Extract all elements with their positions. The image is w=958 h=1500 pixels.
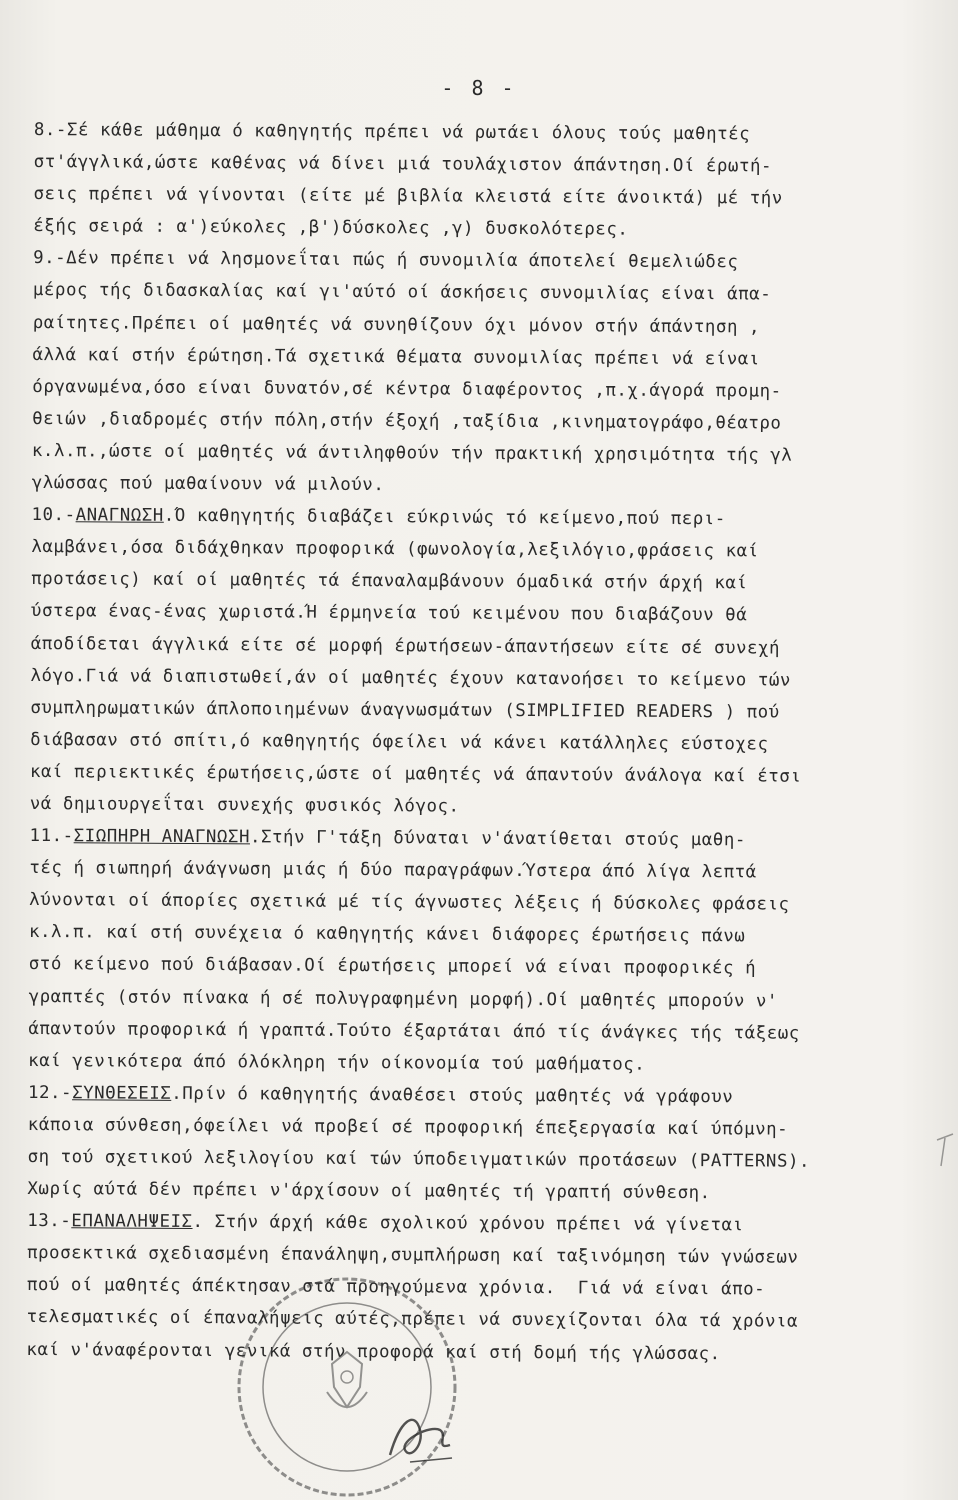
line-text-continuation: .Στήν Γ'τάξη δύναται ν'άνατίθεται στούς μαθη- bbox=[249, 827, 746, 851]
text-line bbox=[27, 1301, 939, 1339]
text-line bbox=[29, 948, 941, 986]
line-text: κ.λ.π.,ώστε οί μαθητές νά άντιληφθούν τήν πρακτική χρησιμότητα τής γλ bbox=[31, 440, 793, 466]
line-text: πού οί μαθητές άπέκτησαν στά προηγούμενα χρόνια. Γιά νά είναι άπο- bbox=[26, 1275, 766, 1300]
line-text: στ'άγγλικά,ώστε καθένας νά δίνει μιά τουλάχιστον άπάντηση.Οί έρωτή- bbox=[33, 152, 773, 177]
text-line bbox=[33, 274, 945, 312]
line-text: γλώσσας πού μαθαίνουν νά μιλούν. bbox=[31, 473, 385, 496]
line-text: μέρος τής διδασκαλίας καί γι'αύτό οί άσκήσεις συνομιλίας είναι άπα- bbox=[32, 280, 772, 305]
line-text: 12.- bbox=[27, 1082, 73, 1104]
section-heading: ΣΥΝΘΕΣΕΙΣ bbox=[72, 1083, 172, 1104]
line-text: 11.- bbox=[29, 826, 74, 847]
line-text: στό κείμενο πού διάβασαν.Οί έρωτήσεις μπορεί νά είναι προφορικές ή bbox=[28, 954, 757, 979]
section-heading: ΑΝΑΓΝΩΣΗ bbox=[75, 505, 164, 526]
line-text: λόγο.Γιά νά διαπιστωθεί,άν οί μαθητές έχουν κατανοήσει το κείμενο τών bbox=[30, 665, 792, 691]
handwritten-signature bbox=[380, 1400, 460, 1470]
line-text: άπαντούν προφορικά ή γραπτά.Τούτο έξαρτάται άπό τίς άνάγκες τής τάξεως bbox=[28, 1018, 800, 1044]
line-text: 9.-Δέν πρέπει νά λησμονεΐται πώς ή συνομιλία άποτελεί θεμελιώδες bbox=[33, 248, 739, 273]
text-line bbox=[26, 1334, 938, 1372]
line-text: 10.- bbox=[31, 505, 76, 526]
line-text: ση τού σχετικού λεξιλογίου καί τών ύποδειγματικών προτάσεων (PATTERNS). bbox=[27, 1146, 811, 1172]
text-line bbox=[30, 660, 942, 698]
text-line bbox=[29, 981, 941, 1019]
line-text-continuation: .Ό καθηγητής διαβάζει εύκρινώς τό κείμενο,πού περι- bbox=[163, 505, 726, 530]
line-text: λύνονται οί άπορίες σχετικά μέ τίς άγνωστες λέξεις ή δύσκολες φράσεις bbox=[29, 890, 790, 915]
line-text: έξής σειρά : α')εύκολες ,β')δύσκολες ,γ) δυσκολότερες. bbox=[33, 216, 629, 240]
line-text: 13.- bbox=[27, 1211, 72, 1232]
text-line bbox=[32, 371, 944, 409]
text-line bbox=[33, 307, 945, 345]
text-line bbox=[32, 339, 944, 377]
line-text: άποδίδεται άγγλικά είτε σέ μορφή έρωτήσεων-άπαντήσεων είτε σέ συνεχή bbox=[30, 633, 781, 659]
text-line bbox=[30, 692, 942, 730]
line-text: καί γενικότερα άπό όλόκληρη τήν οίκονομία τού μαθήματος. bbox=[28, 1050, 646, 1075]
text-line bbox=[28, 1045, 940, 1083]
text-line bbox=[28, 1077, 940, 1115]
line-text: συμπληρωματικών άπλοποιημένων άναγνωσμάτων (SIMPLIFIED READERS ) πού bbox=[30, 697, 780, 723]
text-line bbox=[28, 1013, 940, 1051]
line-text: γραπτές (στόν πίνακα ή σέ πολυγραφημένη μορφή).Οί μαθητές μπορούν ν' bbox=[28, 986, 779, 1012]
text-line bbox=[31, 627, 943, 665]
line-text: Χωρίς αύτά δέν πρέπει ν'άρχίσουν οί μαθητές τή γραπτή σύνθεση. bbox=[27, 1179, 711, 1204]
line-text: καί ν'άναφέρονται γενικά στήν προφορά καί στή δομή τής γλώσσας. bbox=[26, 1339, 721, 1364]
line-text-continuation: . Στήν άρχή κάθε σχολικού χρόνου πρέπει νά γίνεται bbox=[192, 1212, 744, 1236]
line-text: προτάσεις) καί οί μαθητές τά έπαναλαμβάνουν όμαδικά στήν άρχή καί bbox=[31, 569, 748, 594]
line-text: κ.λ.π. καί στή συνέχεια ό καθηγητής κάνει διάφορες έρωτήσεις πάνω bbox=[28, 922, 746, 947]
page-number: - 8 - bbox=[441, 76, 517, 100]
line-text: νά δημιουργεΐται συνεχής φυσικός λόγος. bbox=[29, 793, 460, 817]
line-text-continuation: .Πρίν ό καθηγητής άναθέσει στούς μαθητές νά γράφουν bbox=[171, 1083, 734, 1108]
line-text: καί περιεκτικές έρωτήσεις,ώστε οί μαθητές νά άπαντούν άνάλογα καί έτσι bbox=[29, 761, 802, 787]
line-text: άλλά καί στήν έρώτηση.Τά σχετικά θέματα συνομιλίας πρέπει νά είναι bbox=[32, 344, 760, 370]
margin-pencil-mark bbox=[935, 1130, 955, 1170]
line-text: όργανωμένα,όσο είναι δυνατόν,σέ κέντρα διαφέροντος ,π.χ.άγορά προμη- bbox=[32, 376, 782, 402]
line-text: ύστερα ένας-ένας χωριστά.Ή έρμηνεία τού κειμένου που διαβάζουν θά bbox=[30, 601, 748, 626]
line-text: θειών ,διαδρομές στήν πόλη,στήν έξοχή ,ταξίδια ,κινηματογράφο,θέατρο bbox=[32, 408, 782, 434]
line-text: 8.-Σέ κάθε μάθημα ό καθηγητής πρέπει νά ρωτάει όλους τούς μαθητές bbox=[33, 119, 751, 145]
line-text: λαμβάνει,όσα διδάχθηκαν προφορικά (φωνολογία,λεξιλόγιο,φράσεις καί bbox=[31, 537, 759, 562]
line-text: κάποια σύνθεση,όφείλει νά προβεί σέ προφορική έπεξεργασία καί ύπόμνη- bbox=[27, 1114, 789, 1140]
text-line bbox=[30, 724, 942, 762]
line-text: σεις πρέπει νά γίνονται (είτε μέ βιβλία κλειστά είτε άνοικτά) μέ τήν bbox=[33, 184, 783, 209]
line-text: τές ή σιωπηρή άνάγνωση μιάς ή δύο παραγράφων.Ύστερα άπό λίγα λεπτά bbox=[29, 858, 757, 883]
line-text: προσεκτικά σχεδιασμένη έπανάληψη,συμπλήρωση καί ταξινόμηση τών γνώσεων bbox=[26, 1243, 799, 1268]
document-body bbox=[26, 114, 946, 1371]
line-text: τελεσματικές οί έπαναλήψεις αύτές,πρέπει νά συνεχίζονται όλα τά χρόνια bbox=[26, 1307, 799, 1333]
line-text: ραίτητες.Πρέπει οί μαθητές νά συνηθίζουν όχι μόνον στήν άπάντηση , bbox=[32, 312, 761, 338]
section-heading: ΣΙΩΠΗΡΗ ΑΝΑΓΝΩΣΗ bbox=[73, 826, 251, 848]
line-text: διάβασαν στό σπίτι,ό καθηγητής όφείλει νά κάνει κατάλληλες εύστοχες bbox=[30, 729, 769, 755]
section-heading: ΕΠΑΝΑΛΗΨΕΙΣ bbox=[71, 1211, 193, 1233]
text-line bbox=[31, 595, 943, 633]
